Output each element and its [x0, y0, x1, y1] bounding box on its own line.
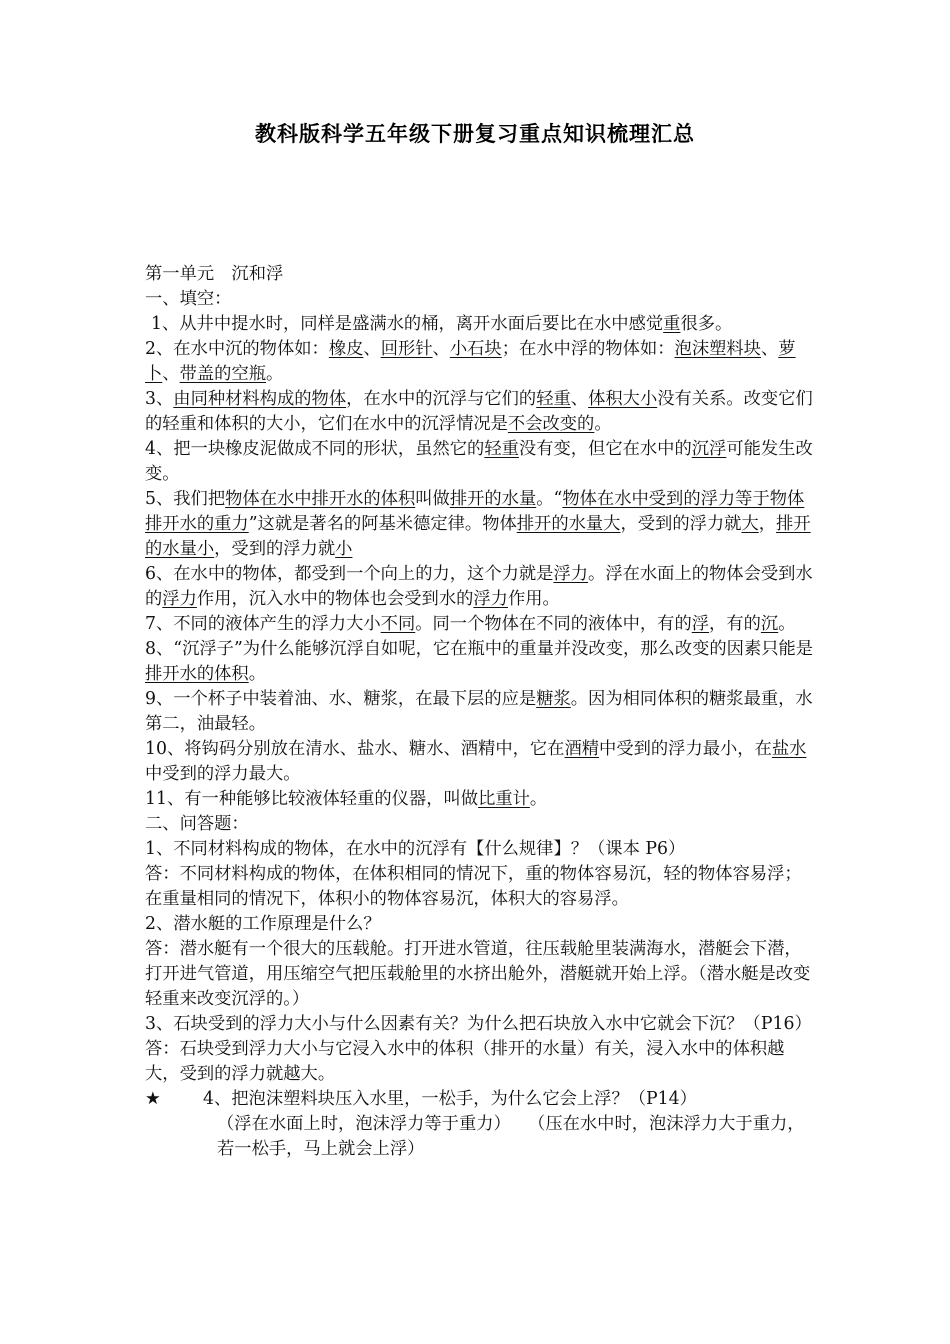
fill-item-6: 6、在水中的物体，都受到一个向上的力，这个力就是浮力。浮在水面上的物体会受到水的浮力作用，沉入水中的物体也会受到水的浮力作用。 [145, 564, 813, 609]
document-body [145, 262, 817, 1162]
qa-answer-2: 答：潜水艇有一个很大的压载舱。打开进水管道，往压载舱里装满海水，潜艇会下潜，打开进气管道，用压缩空气把压载舱里的水挤出舱外，潜艇就开始上浮。（潜水艇是改变轻重来改变沉浮的。） [145, 939, 811, 1009]
answer-blank: 糖浆 [536, 689, 571, 709]
section-heading-fill: 一、填空： [145, 289, 232, 309]
answer-blank: 盐水 [771, 739, 807, 759]
answer-blank: 沉浮 [691, 439, 727, 459]
qa-question-3: 3、石块受到的浮力大小与什么因素有关？为什么把石块放入水中它就会下沉？（P16） [145, 1014, 812, 1034]
qa-answer-1: 答：不同材料构成的物体，在体积相同的情况下，重的物体容易沉，轻的物体容易浮；在重量相同的情况下，体积小的物体容易沉，体积大的容易浮。 [145, 864, 802, 909]
answer-blank: 排开的水量 [449, 489, 537, 509]
fill-item-4: 4、把一块橡皮泥做成不同的形状，虽然它的轻重没有变，但它在水中的沉浮可能发生改变。 [145, 439, 813, 484]
answer-blank: 由同种材料构成的物体 [173, 389, 347, 409]
fill-item-5: 5、我们把物体在水中排开水的体积叫做排开的水量。“物体在水中受到的浮力等于物体排开水的重力”这就是著名的阿基米德定律。物体排开的水量大，受到的浮力就大，排开的水量小，受到的浮力就小 [145, 489, 811, 559]
answer-blank: 浮力 [473, 589, 508, 609]
fill-item-8: 8、“沉浮子”为什么能够沉浮自如呢，它在瓶中的重量并没改变，那么改变的因素只能是排开水的体积。 [145, 639, 814, 684]
answer-blank: 浮力 [162, 589, 197, 609]
answer-blank: 排开的水量大 [516, 514, 621, 534]
answer-blank: 物体在水中受到的浮力等于物体排开水的重力 [145, 489, 805, 534]
answer-blank: 排开的水量小 [145, 514, 811, 559]
answer-blank: 酒精 [564, 739, 600, 759]
document-title: 教科版科学五年级下册复习重点知识梳理汇总 [255, 122, 695, 146]
answer-blank: 小 [335, 539, 353, 559]
answer-blank: 轻重 [536, 389, 571, 409]
unit-heading: 第一单元 沉和浮 [145, 264, 284, 284]
answer-blank: 带盖的空瓶 [179, 364, 267, 384]
qa-question-4: ★ 4、把泡沫塑料块压入水里，一松手，为什么它会上浮？（P14） [145, 1087, 817, 1112]
answer-blank: 橡皮 [328, 339, 364, 359]
fill-item-11: 11、有一种能够比较液体轻重的仪器，叫做比重计。 [145, 789, 548, 809]
qa-answer-4: （浮在水面上时，泡沫浮力等于重力） （压在水中时，泡沫浮力大于重力，若一松手，马上就会上浮） [217, 1114, 805, 1159]
answer-blank: 浮力 [553, 564, 589, 584]
answer-blank: 体积大小 [588, 389, 658, 409]
answer-blank: 小石块 [449, 339, 502, 359]
answer-blank: 重 [663, 314, 681, 334]
qa-answer-3: 答：石块受到浮力大小与它浸入水中的体积（排开的水量）有关，浸入水中的体积越大，受到的浮力就越大。 [145, 1039, 785, 1084]
fill-item-1: 1、从井中提水时，同样是盛满水的桶，离开水面后要比在水中感觉重很多。 [151, 314, 733, 334]
answer-blank: 排开水的体积 [145, 664, 249, 684]
fill-item-2: 2、在水中沉的物体如：橡皮、回形针、小石块；在水中浮的物体如：泡沫塑料块、萝卜、带盖的空瓶。 [145, 339, 796, 384]
qa-question-2: 2、潜水艇的工作原理是什么？ [145, 914, 381, 934]
answer-blank: 大 [741, 514, 759, 534]
answer-blank: 物体在水中排开水的体积 [225, 489, 416, 509]
star-icon: ★ [145, 1089, 161, 1109]
qa-question-1: 1、不同材料构成的物体，在水中的沉浮有【什么规律】？（课本 P6） [145, 839, 686, 859]
answer-blank: 浮 [691, 614, 710, 634]
answer-blank: 不会改变的 [507, 414, 595, 434]
answer-blank: 回形针 [380, 339, 433, 359]
fill-item-9: 9、一个杯子中装着油、水、糖浆，在最下层的应是糖浆。因为相同体积的糖浆最重，水第二，油最轻。 [145, 689, 813, 734]
answer-blank: 萝卜 [145, 339, 796, 384]
fill-item-7: 7、不同的液体产生的浮力大小不同。同一个物体在不同的液体中，有的浮，有的沉。 [145, 614, 796, 634]
fill-item-3: 3、由同种材料构成的物体，在水中的沉浮与它们的轻重、体积大小没有关系。改变它们的轻重和体积的大小，它们在水中的沉浮情况是不会改变的。 [145, 389, 813, 434]
answer-blank: 比重计 [478, 789, 530, 809]
answer-blank: 不同 [380, 614, 416, 634]
section-heading-qa: 二、问答题： [145, 814, 249, 834]
answer-blank: 泡沫塑料块 [674, 339, 761, 359]
answer-blank: 轻重 [484, 439, 519, 459]
fill-item-10: 10、将钩码分别放在清水、盐水、糖水、酒精中，它在酒精中受到的浮力最小，在盐水中受到的浮力最大。 [145, 739, 807, 784]
answer-blank: 沉 [760, 614, 779, 634]
